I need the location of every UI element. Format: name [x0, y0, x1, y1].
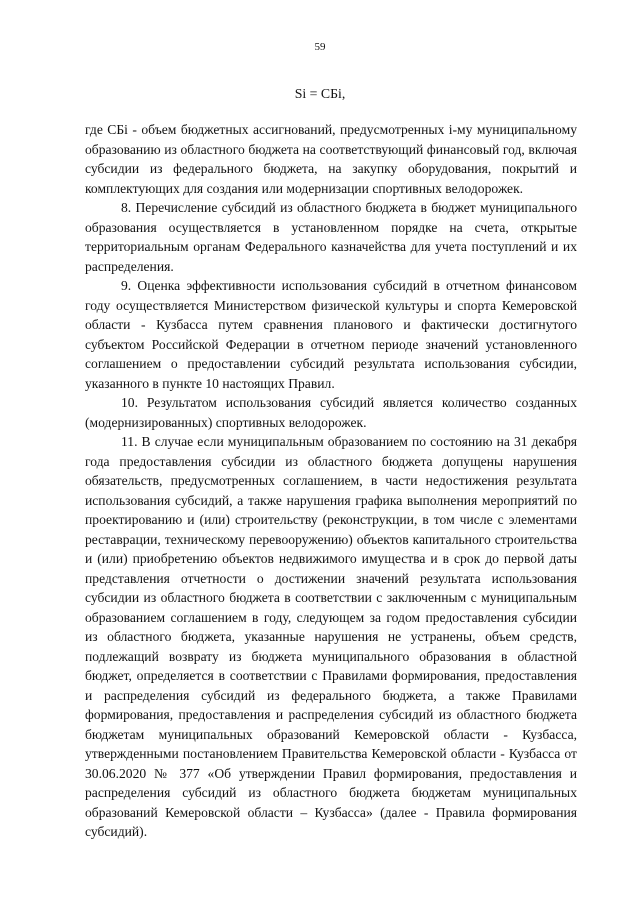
paragraph-8: 8. Перечисление субсидий из областного бюджета в бюджет муниципального образования осуществляется в установленном порядке на счета, открытые территориальным органам Федерального казначейства для учета поступлений и их распределения. — [85, 200, 577, 274]
formula: Si = СБi, — [294, 86, 346, 101]
paragraph-9: 9. Оценка эффективности использования субсидий в отчетном финансовом году осуществляется Министерством физической культуры и спорта Кемеровской области - Кузбасса путем сравнения планового и фактически достигнутого субъектом Российской Федерации в отчетном периоде значений установленного соглашением о предоставлении субсидий результата использования субсидии, указанного в пункте 10 настоящих Правил. — [85, 278, 577, 391]
paragraph-definition: где СБi - объем бюджетных ассигнований, предусмотренных i-му муниципальному образованию из областного бюджета на соответствующий финансовый год, включая субсидии из федерального бюджета, на закупку оборудования, покрытий и комплектующих для создания или модернизации спортивных велодорожек. — [85, 122, 577, 196]
paragraph-11: 11. В случае если муниципальным образованием по состоянию на 31 декабря года предоставления субсидии из областного бюджета допущены нарушения обязательств, предусмотренных соглашением, в части недостижения результата использования субсидий, а также нарушения графика выполнения мероприятий по проектированию и (или) строительству (реконструкции, в том числе с элементами реставрации, техническому перевооружению) объектов капитального строительства и (или) приобретению объектов недвижимого имущества и в срок до первой даты представления отчетности о достижении значений результата использования субсидии из областного бюджета в соответствии с заключенным с муниципальным образованием соглашением в году, следующем за годом предоставления субсидии из областного бюджета, указанные нарушения не устранены, объем средств, подлежащий возврату из бюджета муниципального образования в областной бюджет, определяется в соответствии с Правилами формирования, предоставления и распределения субсидий из федерального бюджета, а также Правилами формирования, предоставления и распределения субсидий из областного бюджета бюджетам муниципальных образований Кемеровской области - Кузбасса, утвержденными постановлением Правительства Кемеровской области - Кузбасса от 30.06.2020 № 377 «Об утверждении Правил формирования, предоставления и распределения субсидий из областного бюджета бюджетам муниципальных образований Кемеровской области – Кузбасса» (далее - Правила формирования субсидий). — [85, 434, 577, 839]
page-number: 59 — [314, 41, 326, 53]
body-text — [85, 120, 577, 842]
paragraph-10: 10. Результатом использования субсидий является количество созданных (модернизированных) спортивных велодорожек. — [85, 395, 577, 430]
